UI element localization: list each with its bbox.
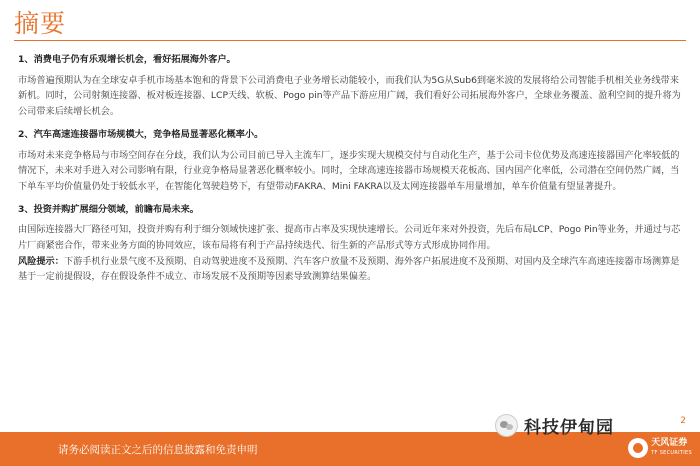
page-number: 2 <box>680 416 686 426</box>
section-2-heading: 2、汽车高速连接器市场规模大，竞争格局显著恶化概率小。 <box>18 128 264 140</box>
logo-name: 天风证券 <box>651 438 688 448</box>
page-title: 摘要 <box>14 9 67 38</box>
title-divider <box>14 40 686 41</box>
brand-logo <box>628 438 692 458</box>
summary-content <box>18 52 684 285</box>
logo-icon <box>628 438 648 458</box>
section-3-heading: 3、投资并购扩展细分领域，前瞻布局未来。 <box>18 203 199 215</box>
watermark-text: 科技伊甸园 <box>524 418 614 438</box>
logo-en: TF SECURITIES <box>651 450 692 456</box>
section-1-heading: 1、消费电子仍有乐观增长机会，看好拓展海外客户。 <box>18 54 236 65</box>
section-1-body: 市场普遍预期认为在全球安卓手机市场基本饱和的背景下公司消费电子业务增长动能较小，而我们认为5G从Sub6到毫米波的发展将给公司智能手机相关业务线带来新机。同时，公司射频连接器、板对板连接器、LCP天线、软板、Pogo pin等产品下游应用广阔，我们看好公司拓展海外客户，全球业务覆盖、盈利空间的提升将为公司带来后续增长机会。 <box>18 74 681 118</box>
wechat-icon <box>495 414 518 437</box>
section-3-body: 由国际连接器大厂路径可知，投资并购有利于细分领域快速扩张、提高市占率及实现快速增长。公司近年来对外投资，先后布局LCP、Pogo Pin等业务，并通过与芯片厂商紧密合作，带来业务方面的协同效应，该布局将有利于产品持续迭代、衍生新的产品形式等方式形成协同作用。 <box>18 224 681 252</box>
watermark <box>495 413 614 438</box>
risk-label: 风险提示： <box>18 255 64 267</box>
footer-disclaimer: 请务必阅读正文之后的信息披露和免责申明 <box>58 444 258 456</box>
risk-text: 下游手机行业景气度不及预期、自动驾驶进度不及预期、汽车客户放量不及预期、海外客户拓展进度不及预期、对国内及全球汽车高速连接器市场测算是基于一定前提假设，存在假设条件不成立、市场发展不及预期等因素导致测算结果偏差。 <box>18 255 680 283</box>
risk-warning <box>18 254 684 285</box>
section-2-body: 市场对未来竞争格局与市场空间存在分歧，我们认为公司目前已导入主流车厂，逐步实现大规模交付与自动化生产，基于公司卡位优势及高速连接器国产化率较低的情况下，未来对手进入对公司影响有限，行业竞争格局显著恶化概率较小。同时，全球高速连接器市场规模天花板高、国内国产化率低，公司潜在空间仍然广阔，当下单车平均价值量仍处于较低水平，在智能化驾驶趋势下，有望带动FAKRA、Mini FAKRA以及太网连接器单车用量增加，单车价值量有望显著提升。 <box>18 149 680 192</box>
footer-bar <box>0 418 700 466</box>
